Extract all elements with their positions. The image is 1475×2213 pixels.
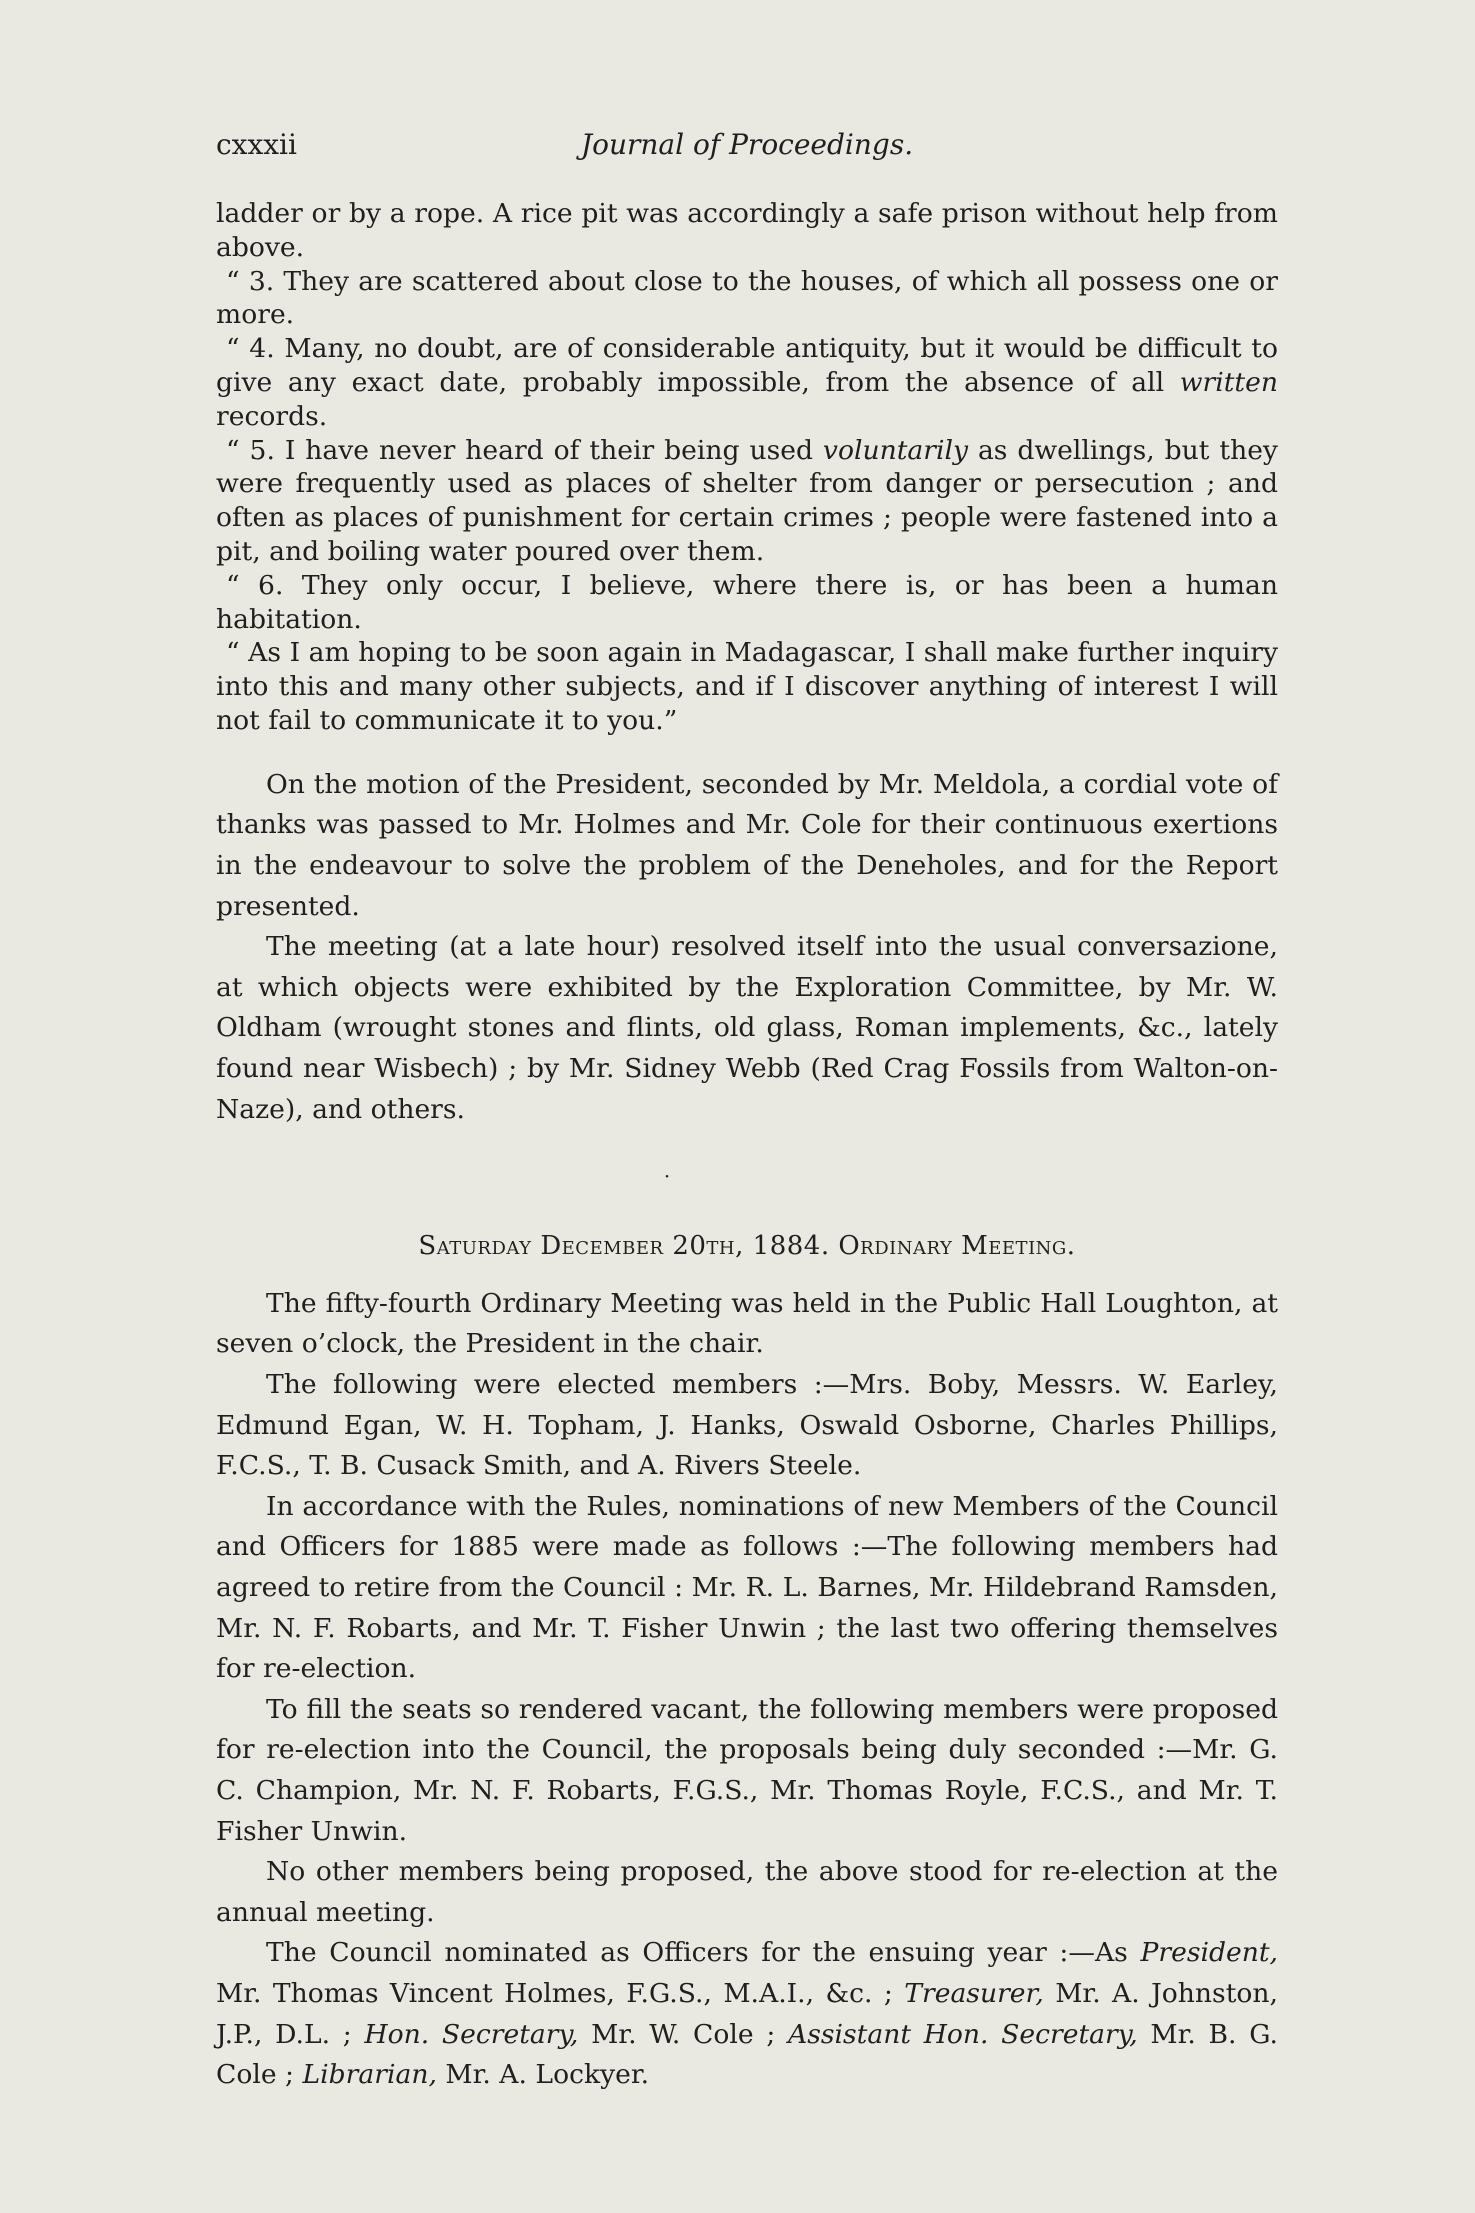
quote-line: ladder or by a rope. A rice pit was accordingly a safe prison without help from above. xyxy=(216,198,1278,263)
quote-point-4-text: “ 4. Many, no doubt, are of considerable antiquity, but it would be difficult to give any exact date, probably impossible, from the absence of all xyxy=(216,333,1278,398)
treasurer-title: Treasurer, xyxy=(904,1977,1044,2009)
quote-point-4-end: records. xyxy=(216,400,328,432)
president-name: Mr. Thomas Vincent Holmes, F.G.S., M.A.I., &c. ; xyxy=(216,1977,893,2009)
meeting-paragraph: The fifty-fourth Ordinary Meeting was held in the Public Hall Loughton, at seven o’clock, the President in the chair. xyxy=(216,1287,1278,1360)
secretary-name: Mr. W. Cole ; xyxy=(591,2018,776,2050)
emphasis-voluntarily: voluntarily xyxy=(822,434,969,466)
quote-closing: “ As I am hoping to be soon again in Madagascar, I shall make further inquiry into this and many other subjects, and if I discover anything of interest I will not fail to communicate it to you.” xyxy=(216,637,1278,736)
assistant-secretary-name: Mr. B. G. Cole ; xyxy=(216,2018,1278,2091)
conversazione-paragraph: The meeting (at a late hour) resolved itself into the usual conversazione, at which objects were exhibited by the Exploration Committee, by Mr. W. Oldham (wrought stones and flints, old glass, Roman implements, &c., lately found near Wisbech) ; by Mr. Sidney Webb (Red Crag Fossils from Walton-on-Naze), and others. xyxy=(216,931,1278,1125)
quote-point-5-text: “ 5. I have never heard of their being used xyxy=(226,434,813,466)
librarian-title: Librarian, xyxy=(302,2059,437,2091)
treasurer-name: Mr. A. Johnston, J.P., D.L. ; xyxy=(216,1977,1278,2050)
quote-point-3: “ 3. They are scattered about close to the houses, of which all possess one or more. xyxy=(216,265,1278,331)
elected-members-paragraph: The following were elected members :—Mrs. Boby, Messrs. W. Earley, Edmund Egan, W. H. Topham, J. Hanks, Oswald Osborne, Charles Phillips, F.C.S., T. B. Cusack Smith, and A. Rivers Steele. xyxy=(216,1369,1278,1482)
officers-intro: The Council nominated as Officers for the ensuing year :—As xyxy=(266,1937,1128,1969)
quote-point-4 xyxy=(216,332,1278,433)
vacant-seats-paragraph: To fill the seats so rendered vacant, the following members were proposed for re-election into the Council, the proposals being duly seconded :—Mr. G. C. Champion, Mr. N. F. Robarts, F.G.S., Mr. Thomas Royle, F.C.S., and Mr. T. Fisher Unwin. xyxy=(216,1693,1278,1847)
president-title: President, xyxy=(1140,1937,1278,1969)
quote-point-5-end: as dwellings, but they were frequently used as places of shelter from danger or persecution ; and often as places of punishment for certain crimes ; people were fastened into a pit, and boiling water poured over them. xyxy=(216,434,1278,567)
nominations-paragraph: In accordance with the Rules, nominations of new Members of the Council and Officers for 1885 were made as follows :—The following members had agreed to retire from the Council : Mr. R. L. Barnes, Mr. Hildebrand Ramsden, Mr. N. F. Robarts, and Mr. T. Fisher Unwin ; the last two offering themselves for re-election. xyxy=(216,1490,1278,1685)
page-body xyxy=(216,197,1278,2096)
assistant-secretary-title: Assistant Hon. Secretary, xyxy=(788,2018,1138,2050)
no-other-members-paragraph: No other members being proposed, the above stood for re-election at the annual meeting. xyxy=(216,1856,1278,1928)
page-number: cxxxii xyxy=(216,128,297,161)
running-title: Journal of Proceedings. xyxy=(580,128,914,161)
quote-point-5 xyxy=(216,434,1278,569)
secretary-title: Hon. Secretary, xyxy=(364,2018,579,2050)
emphasis-written: written xyxy=(1179,366,1278,398)
motion-section xyxy=(216,765,1278,1130)
stray-mark: · xyxy=(663,1164,671,1189)
quote-point-6: “ 6. They only occur, I believe, where there is, or has been a human habitation. xyxy=(216,569,1278,635)
section-heading: Saturday December 20th, 1884. Ordinary Meeting. xyxy=(418,1231,1076,1262)
quoted-letter xyxy=(216,197,1278,738)
officers-paragraph xyxy=(216,1933,1278,2095)
librarian-name: Mr. A. Lockyer. xyxy=(445,2059,650,2091)
page-header xyxy=(216,128,1278,168)
meeting-section xyxy=(216,1284,1278,2096)
motion-paragraph: On the motion of the President, seconded by Mr. Meldola, a cordial vote of thanks was passed to Mr. Holmes and Mr. Cole for their continuous exertions in the endeavour to solve the problem of the Deneholes, and for the Report presented. xyxy=(216,768,1278,922)
